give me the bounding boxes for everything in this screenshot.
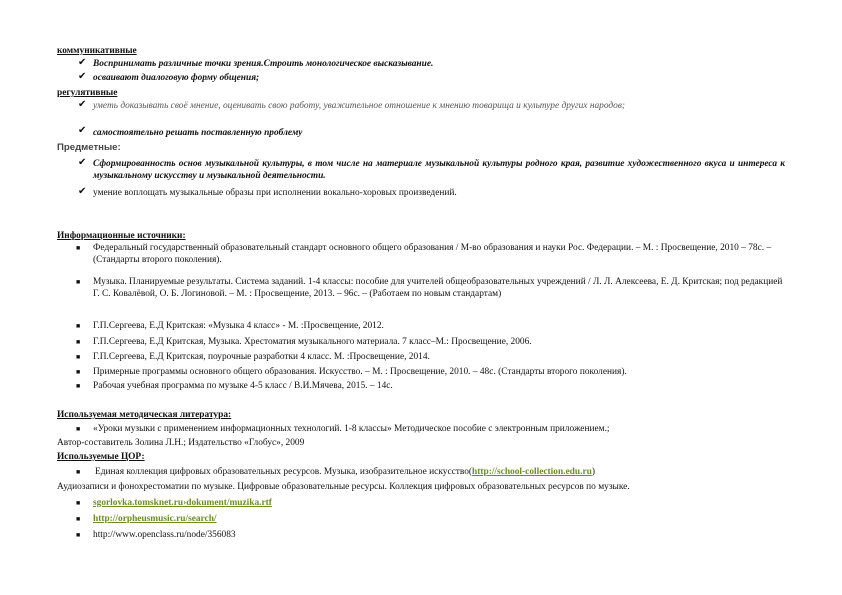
cor-item-close: )	[591, 467, 595, 477]
source-item: Г.П.Сергеева, Е.Д Критская, поурочные разработки 4 класс. М. :Просвещение, 2014.	[93, 352, 430, 362]
cor-item-text: Единая коллекция цифровых образовательных ресурсов. Музыка, изобразительное искусство(	[95, 467, 473, 477]
regulative-item-2: самостоятельно решать поставленную проблему	[93, 128, 303, 138]
bullet-square-icon: ■	[76, 499, 81, 507]
heading-cor: Используемые ЦОР:	[57, 452, 145, 462]
bullet-square-icon: ■	[76, 353, 81, 361]
communicative-item-2: осваивают диалоговую форму общения;	[93, 73, 260, 83]
subject-item-2: умение воплощать музыкальные образы при исполнении вокально-хоровых произведений.	[93, 188, 457, 198]
bullet-square-icon: ■	[76, 382, 81, 390]
regulative-item-1: уметь доказывать своё мнение, оценивать свою работу, уважительное отношение к мнению товарища и культуре других народов;	[93, 101, 626, 111]
bullet-square-icon: ■	[76, 368, 81, 376]
heading-sources: Информационные источники:	[57, 231, 186, 241]
cor-item	[95, 466, 595, 478]
communicative-item-1: Воспринимать различные точки зрения.Строить монологическое высказывание.	[93, 59, 434, 69]
resource-link-openclass: http://www.openclass.ru/node/356083	[93, 530, 236, 540]
bullet-square-icon: ■	[76, 425, 81, 433]
heading-communicative: коммуникативные	[57, 46, 137, 56]
source-item: Рабочая учебная программа по музыке 4-5 класс / В.И.Мячева, 2015. – 14с.	[93, 381, 393, 391]
checkmark-icon: ✔	[78, 99, 87, 110]
audio-line: Аудиозаписи и фонохрестоматии по музыке. Цифровые образовательные ресурсы. Коллекция цифровых образовательных ресурсов по музыке.	[57, 482, 630, 492]
resource-link-sgorlovka[interactable]: sgorlovka.tomsknet.ru›dokument/muzika.rtf	[93, 498, 272, 508]
subject-item-1: Сформированность основ музыкальной культуры, в том числе на материале музыкальной культуры родного края, развитие художественного вкуса и интереса к музыкальному искусству и музыкальной деятельности.	[93, 159, 785, 181]
heading-regulative: регулятивные	[57, 88, 118, 98]
resource-link-orpheusmusic[interactable]: http://orpheusmusic.ru/search/	[93, 514, 217, 524]
source-item: Музыка. Планируемые результаты. Система заданий. 1-4 классы: пособие для учителей общеобразовательных учреждений / Л. Л. Алексеева, Е. Д. Критская; под редакцией Г. С. Ковалёвой, О. Б. Логиновой. – М. : Просвещение, 2013. – 96с. – (Работаем по новым стандартам)	[93, 277, 783, 299]
bullet-square-icon: ■	[76, 322, 81, 330]
checkmark-icon: ✔	[78, 71, 87, 82]
bullet-square-icon: ■	[76, 244, 81, 252]
bullet-square-icon: ■	[76, 531, 81, 539]
source-item: Г.П.Сергеева, Е.Д Критская: «Музыка 4 класс» - М. :Просвещение, 2012.	[93, 321, 384, 331]
checkmark-icon: ✔	[78, 125, 87, 136]
bullet-square-icon: ■	[76, 468, 81, 476]
heading-subject: Предметные:	[57, 142, 121, 153]
source-item: Федеральный государственный образовательный стандарт основного общего образования / М-во образования и науки Рос. Федерации. – М. : Просвещение, 2010 – 78с. – (Стандарты второго поколения).	[93, 243, 772, 265]
checkmark-icon: ✔	[78, 186, 87, 197]
heading-methodic: Используемая методическая литература:	[57, 410, 232, 420]
checkmark-icon: ✔	[78, 157, 87, 168]
source-item: Примерные программы основного общего образования. Искусство. – М. : Просвещение, 2010. – 48с. (Стандарты второго поколения).	[93, 367, 627, 377]
bullet-square-icon: ■	[76, 338, 81, 346]
methodic-author-line: Автор-составитель Золина Л.Н.; Издательство «Глобус», 2009	[57, 438, 305, 448]
school-collection-link[interactable]: http://school-collection.edu.ru	[472, 467, 592, 477]
bullet-square-icon: ■	[76, 278, 81, 286]
methodic-item: «Уроки музыки с применением информационных технологий. 1-8 классы» Методическое пособие с электронным приложением.;	[93, 424, 610, 434]
checkmark-icon: ✔	[78, 57, 87, 68]
bullet-square-icon: ■	[76, 515, 81, 523]
source-item: Г.П.Сергеева, Е.Д Критская, Музыка. Хрестоматия музыкального материала. 7 класс–М.: Просвещение, 2006.	[93, 337, 532, 347]
